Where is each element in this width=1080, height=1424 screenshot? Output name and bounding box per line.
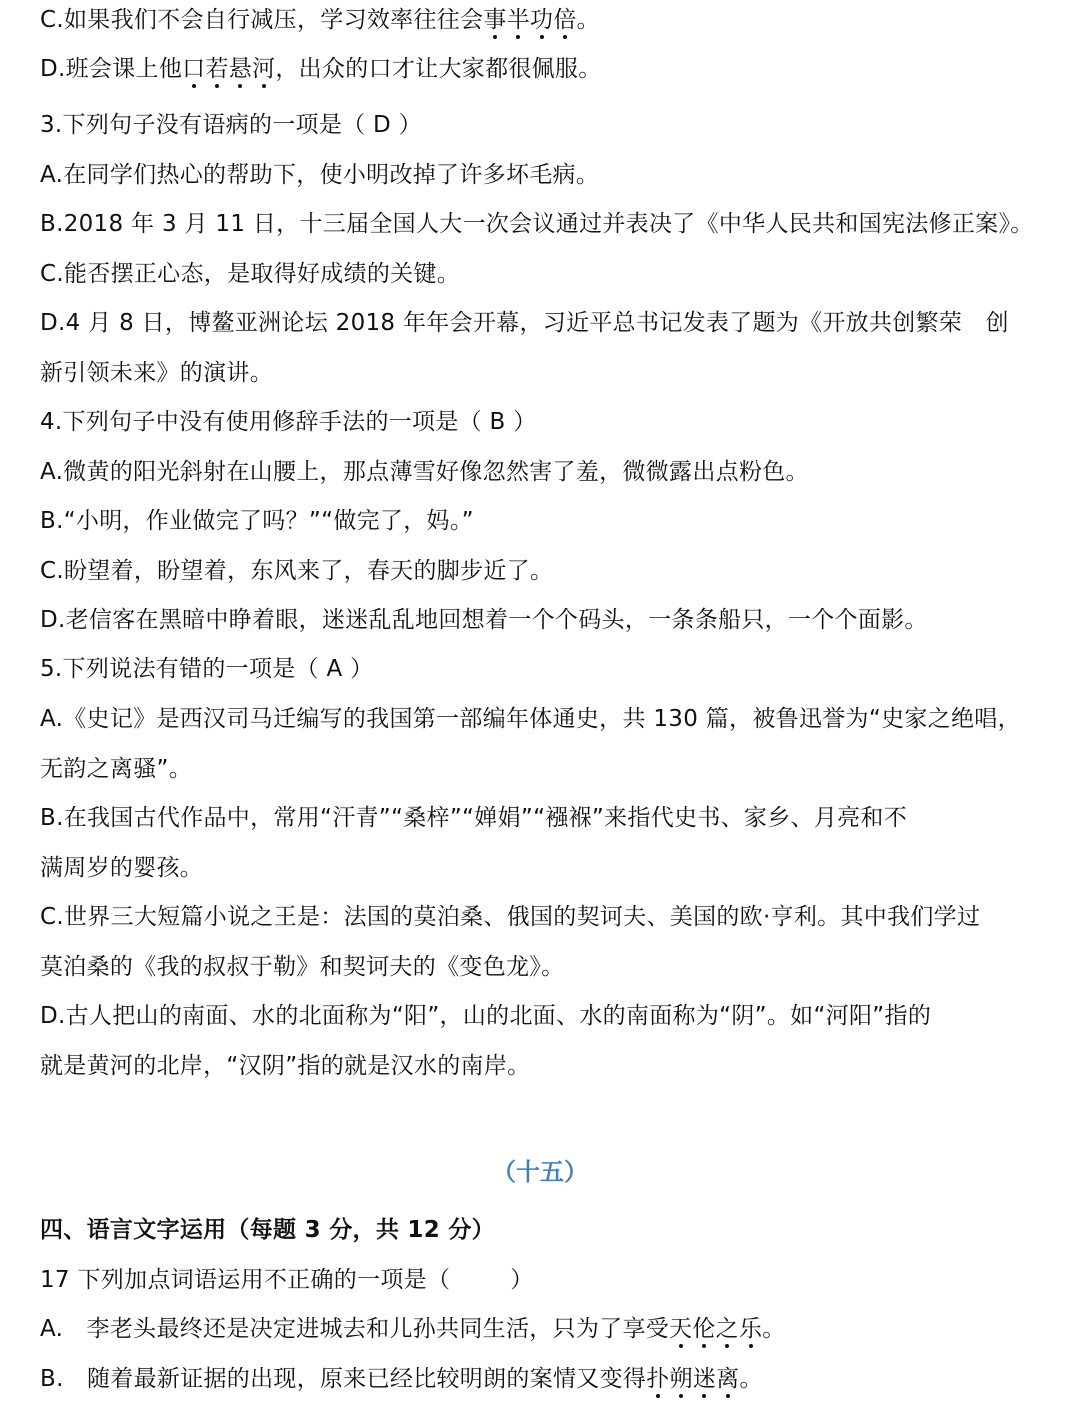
q4-option-c: C.盼望着，盼望着，东风来了，春天的脚步近了。 [40, 558, 554, 584]
q3-stem: 3.下列句子没有语病的一项是（ D ） [40, 112, 422, 138]
option-punctuation: 。 [762, 1316, 786, 1342]
q5-option-a-line1: A.《史记》是西汉司马迁编写的我国第一部编年体通史，共 130 篇，被鲁迅誉为“史家之绝唱， [40, 706, 1021, 732]
option-text: B. 随着最新证据的出现，原来已经比较明朗的案情又变得 [40, 1366, 647, 1392]
q3-option-a: A.在同学们热心的帮助下，使小明改掉了许多坏毛病。 [40, 162, 600, 188]
emphasis-char: 朔 [669, 1366, 693, 1392]
emphasis-char: 之 [715, 1316, 739, 1342]
q5-option-b-line2: 满周岁的婴孩。 [40, 855, 204, 881]
q17-option-b [40, 1364, 1060, 1394]
option-text-post: ，出众的口才让大家都很佩服。 [275, 56, 602, 82]
q5-option-a-line2: 无韵之离骚”。 [40, 756, 193, 782]
option-punctuation: 。 [739, 1366, 763, 1392]
q4-option-d: D.老信客在黑暗中睁着眼，迷迷乱乱地回想着一个个码头，一条条船只，一个个面影。 [40, 607, 928, 633]
dotted-phrase [483, 7, 576, 33]
emphasis-char: 天 [669, 1316, 693, 1342]
dotted-phrase [646, 1366, 739, 1392]
option-text: C.如果我们不会自行减压，学习效率往往会 [40, 7, 484, 33]
emphasis-char: 伦 [692, 1316, 716, 1342]
emphasis-char: 口 [182, 56, 206, 82]
q17-stem [40, 1265, 1060, 1295]
q4-option-a: A.微黄的阳光斜射在山腰上，那点薄雪好像忽然害了羞，微微露出点粉色。 [40, 459, 809, 485]
q5-option-c-line2: 莫泊桑的《我的叔叔于勒》和契诃夫的《变色龙》。 [40, 954, 565, 980]
q5-option-b-line1: B.在我国古代作品中，常用“汗青”“桑梓”“婵娟”“襁褓”来指代史书、家乡、月亮和不 [40, 805, 908, 831]
section-heading: 四、语言文字运用（每题 3 分，共 12 分） [40, 1217, 495, 1243]
q17-option-a [40, 1314, 1060, 1344]
emphasis-char: 乐 [738, 1316, 763, 1342]
q5-option-d-line1: D.古人把山的南面、水的北面称为“阳”，山的北面、水的南面称为“阴”。如“河阳”指的 [40, 1003, 932, 1029]
emphasis-char: 倍 [553, 7, 577, 33]
section-number: （十五） [492, 1158, 588, 1186]
emphasis-char: 功 [530, 7, 554, 33]
q3-option-c: C.能否摆正心态，是取得好成绩的关键。 [40, 261, 461, 287]
q3-option-d-line1: D.4 月 8 日，博鳌亚洲论坛 2018 年年会开幕，习近平总书记发表了题为《开放共创繁荣 创 [40, 310, 1009, 336]
q4-option-b: B.“小明，作业做完了吗？”“做完了，妈。” [40, 508, 474, 534]
stem-close: ） [510, 1267, 534, 1293]
emphasis-char: 悬 [228, 56, 253, 82]
dotted-phrase [669, 1316, 762, 1342]
emphasis-char: 半 [506, 7, 530, 33]
emphasis-char: 迷 [692, 1366, 717, 1392]
stem-text: 17 下列加点词语运用不正确的一项是（ [40, 1267, 451, 1293]
emphasis-char: 离 [716, 1366, 740, 1392]
option-text: D.班会课上他 [40, 56, 183, 82]
emphasis-char: 事 [483, 7, 507, 33]
option-text: A. 李老头最终还是决定进城去和儿孙共同生活，只为了享受 [40, 1316, 670, 1342]
q3-option-d-line2: 新引领未来》的演讲。 [40, 360, 273, 386]
q3-option-b: B.2018 年 3 月 11 日，十三届全国人大一次会议通过并表决了《中华人民共和国宪法修正案》。 [40, 211, 1034, 237]
emphasis-char: 河 [252, 56, 276, 82]
q5-stem: 5.下列说法有错的一项是（ A ） [40, 656, 374, 682]
option-punctuation: 。 [576, 7, 600, 33]
emphasis-char: 扑 [646, 1366, 670, 1392]
q2-option-c [40, 5, 1060, 35]
emphasis-char: 若 [205, 56, 229, 82]
dotted-phrase [182, 56, 275, 82]
q5-option-d-line2: 就是黄河的北岸，“汉阴”指的就是汉水的南岸。 [40, 1053, 531, 1079]
q5-option-c-line1: C.世界三大短篇小说之王是：法国的莫泊桑、俄国的契诃夫、美国的欧·亨利。其中我们学过 [40, 904, 981, 930]
q2-option-d [40, 54, 1060, 84]
q4-stem: 4.下列句子中没有使用修辞手法的一项是（ B ） [40, 409, 537, 435]
